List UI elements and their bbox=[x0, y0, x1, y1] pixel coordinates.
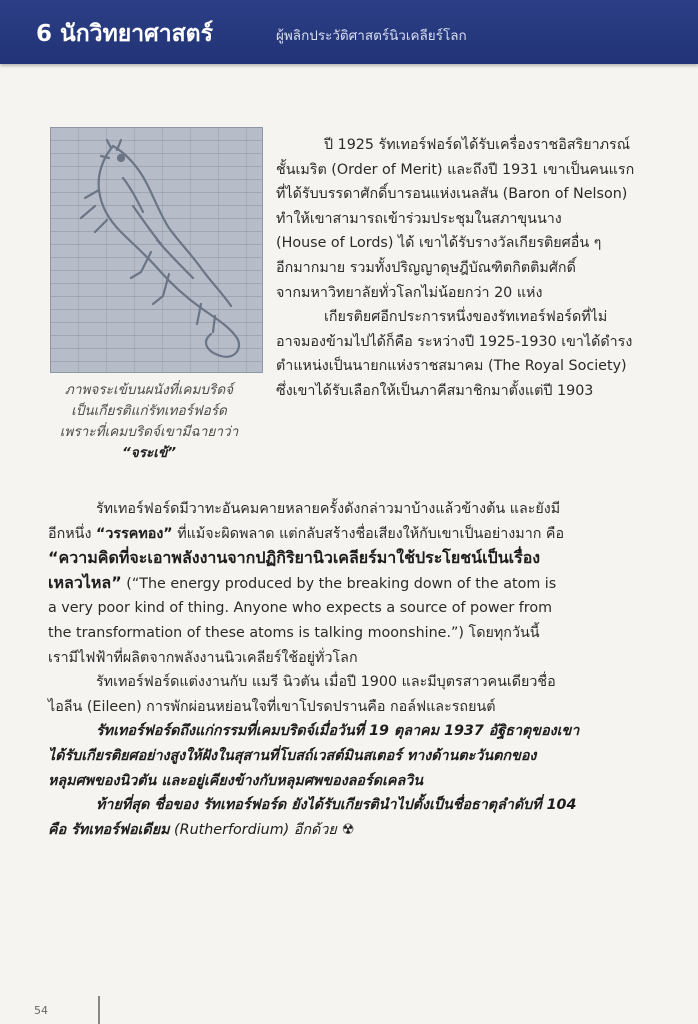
text-line bbox=[48, 818, 579, 843]
body-text bbox=[48, 497, 579, 842]
page-header bbox=[0, 0, 698, 64]
text-line: จากมหาวิทยาลัยทั่วโลกไม่น้อยกว่า 20 แห่ง bbox=[276, 284, 543, 301]
text-line bbox=[48, 522, 579, 547]
caption-nickname: “จระเข้” bbox=[121, 445, 177, 461]
header-title: 6 นักวิทยาศาสตร์ bbox=[36, 21, 213, 47]
crocodile-wall-image bbox=[50, 127, 263, 373]
text-line: ชั้นเมริต (Order of Merit) และถึงปี 1931 เขาเป็นคนแรก bbox=[276, 161, 635, 178]
text-run: ที่แม้จะผิดพลาด แต่กลับสร้างชื่อเสียงให้กับเขาเป็นอย่างมาก คือ bbox=[172, 525, 565, 542]
text-run: (Rutherfordium) อีกด้วย bbox=[169, 821, 337, 838]
caption-line: เพราะที่เคมบริดจ์เขามีฉายาว่า bbox=[59, 424, 239, 440]
text-line bbox=[48, 793, 579, 818]
text-line: ทำให้เขาสามารถเข้าร่วมประชุมในสภาขุนนาง bbox=[276, 210, 562, 227]
quote-english: the transformation of these atoms is talking moonshine.”) โดยทุกวันนี้ bbox=[48, 624, 540, 641]
text-line: อีกมากมาย รวมทั้งปริญญาดุษฎีบัณฑิตกิตติมศักดิ์ bbox=[276, 259, 576, 276]
footer-divider bbox=[98, 996, 100, 1024]
text-run: ท้ายที่สุด ชื่อของ bbox=[96, 797, 203, 814]
text-run: ยังได้รับเกียรตินำไปตั้งเป็นชื่อธาตุลำดับที่ 104 bbox=[286, 797, 577, 814]
text-line: ซึ่งเขาได้รับเลือกให้เป็นภาคีสมาชิกมาตั้งแต่ปี 1903 bbox=[276, 382, 594, 399]
text-line: ที่ได้รับบรรดาศักดิ์บารอนแห่งเนลสัน (Baron of Nelson) bbox=[276, 186, 628, 203]
text-line: รัทเทอร์ฟอร์ดแต่งงานกับ แมรี นิวตัน เมื่อปี 1900 และมีบุตรสาวคนเดียวชื่อ bbox=[96, 674, 556, 691]
rutherfordium-name: รัทเทอร์ฟอเดียม bbox=[71, 821, 170, 838]
text-line: รัทเทอร์ฟอร์ดมีวาทะอันคมคายหลายครั้งดังกล่าวมาบ้างแล้วข้างต้น และยังมี bbox=[96, 501, 561, 517]
text-line: ไอลีน (Eileen) การพักผ่อนหย่อนใจที่เขาโปรดปรานคือ กอล์ฟและรถยนต์ bbox=[48, 698, 496, 715]
text-line: ได้รับเกียรติยศอย่างสูงให้ฝังในสุสานที่โบสถ์เวสต์มินสเตอร์ ทางด้านตะวันตกของ bbox=[48, 747, 537, 764]
caption-line: เป็นเกียรติแก่รัทเทอร์ฟอร์ด bbox=[71, 403, 227, 419]
text-line: หลุมศพของนิวตัน และอยู่เคียงข้างกับหลุมศพของลอร์ดเคลวิน bbox=[48, 772, 423, 789]
text-run: คือ bbox=[48, 821, 72, 838]
text-line: รัทเทอร์ฟอร์ดถึงแก่กรรมที่เคมบริดจ์เมื่อวันที่ 19 ตุลาคม 1937 อัฐิธาตุของเขา bbox=[96, 723, 580, 740]
golden-words: “วรรคทอง” bbox=[95, 525, 173, 542]
text-line: ตำแหน่งเป็นนายกแห่งราชสมาคม (The Royal Society) bbox=[276, 358, 627, 375]
top-paragraph bbox=[276, 133, 634, 404]
text-run: อีกหนึ่ง bbox=[48, 525, 96, 542]
page-number: 54 bbox=[34, 1004, 48, 1017]
caption-line: ภาพจระเข้บนผนังที่เคมบริดจ์ bbox=[64, 382, 234, 398]
text-line: อาจมองข้ามไปได้ก็คือ ระหว่างปี 1925-1930 เขาได้ดำรง bbox=[276, 333, 633, 350]
text-line: เรามีไฟฟ้าที่ผลิตจากพลังงานนิวเคลียร์ใช้อยู่ทั่วโลก bbox=[48, 649, 358, 666]
famous-quote-thai-end: เหลวไหล” bbox=[48, 572, 122, 592]
crocodile-carving-icon bbox=[51, 128, 262, 372]
figure-caption bbox=[28, 380, 270, 464]
text-line: (House of Lords) ได้ เขาได้รับรางวัลเกียรติยศอื่น ๆ bbox=[276, 235, 602, 252]
text-line: ปี 1925 รัทเทอร์ฟอร์ดได้รับเครื่องราชอิสริยาภรณ์ bbox=[324, 137, 631, 153]
quote-english: a very poor kind of thing. Anyone who expects a source of power from bbox=[48, 600, 553, 617]
text-line: เกียรติยศอีกประการหนึ่งของรัทเทอร์ฟอร์ดที่ไม่ bbox=[324, 309, 608, 326]
radiation-icon: ☢ bbox=[341, 821, 355, 838]
rutherford-name: รัทเทอร์ฟอร์ด bbox=[202, 797, 287, 814]
text-line bbox=[48, 571, 579, 597]
quote-english: (“The energy produced by the breaking down of the atom is bbox=[121, 575, 557, 592]
famous-quote-thai: “ความคิดที่จะเอาพลังงานจากปฏิกิริยานิวเคลียร์มาใช้ประโยชน์เป็นเรื่อง bbox=[48, 548, 541, 568]
header-subtitle: ผู้พลิกประวัติศาสตร์นิวเคลียร์โลก bbox=[276, 28, 467, 44]
